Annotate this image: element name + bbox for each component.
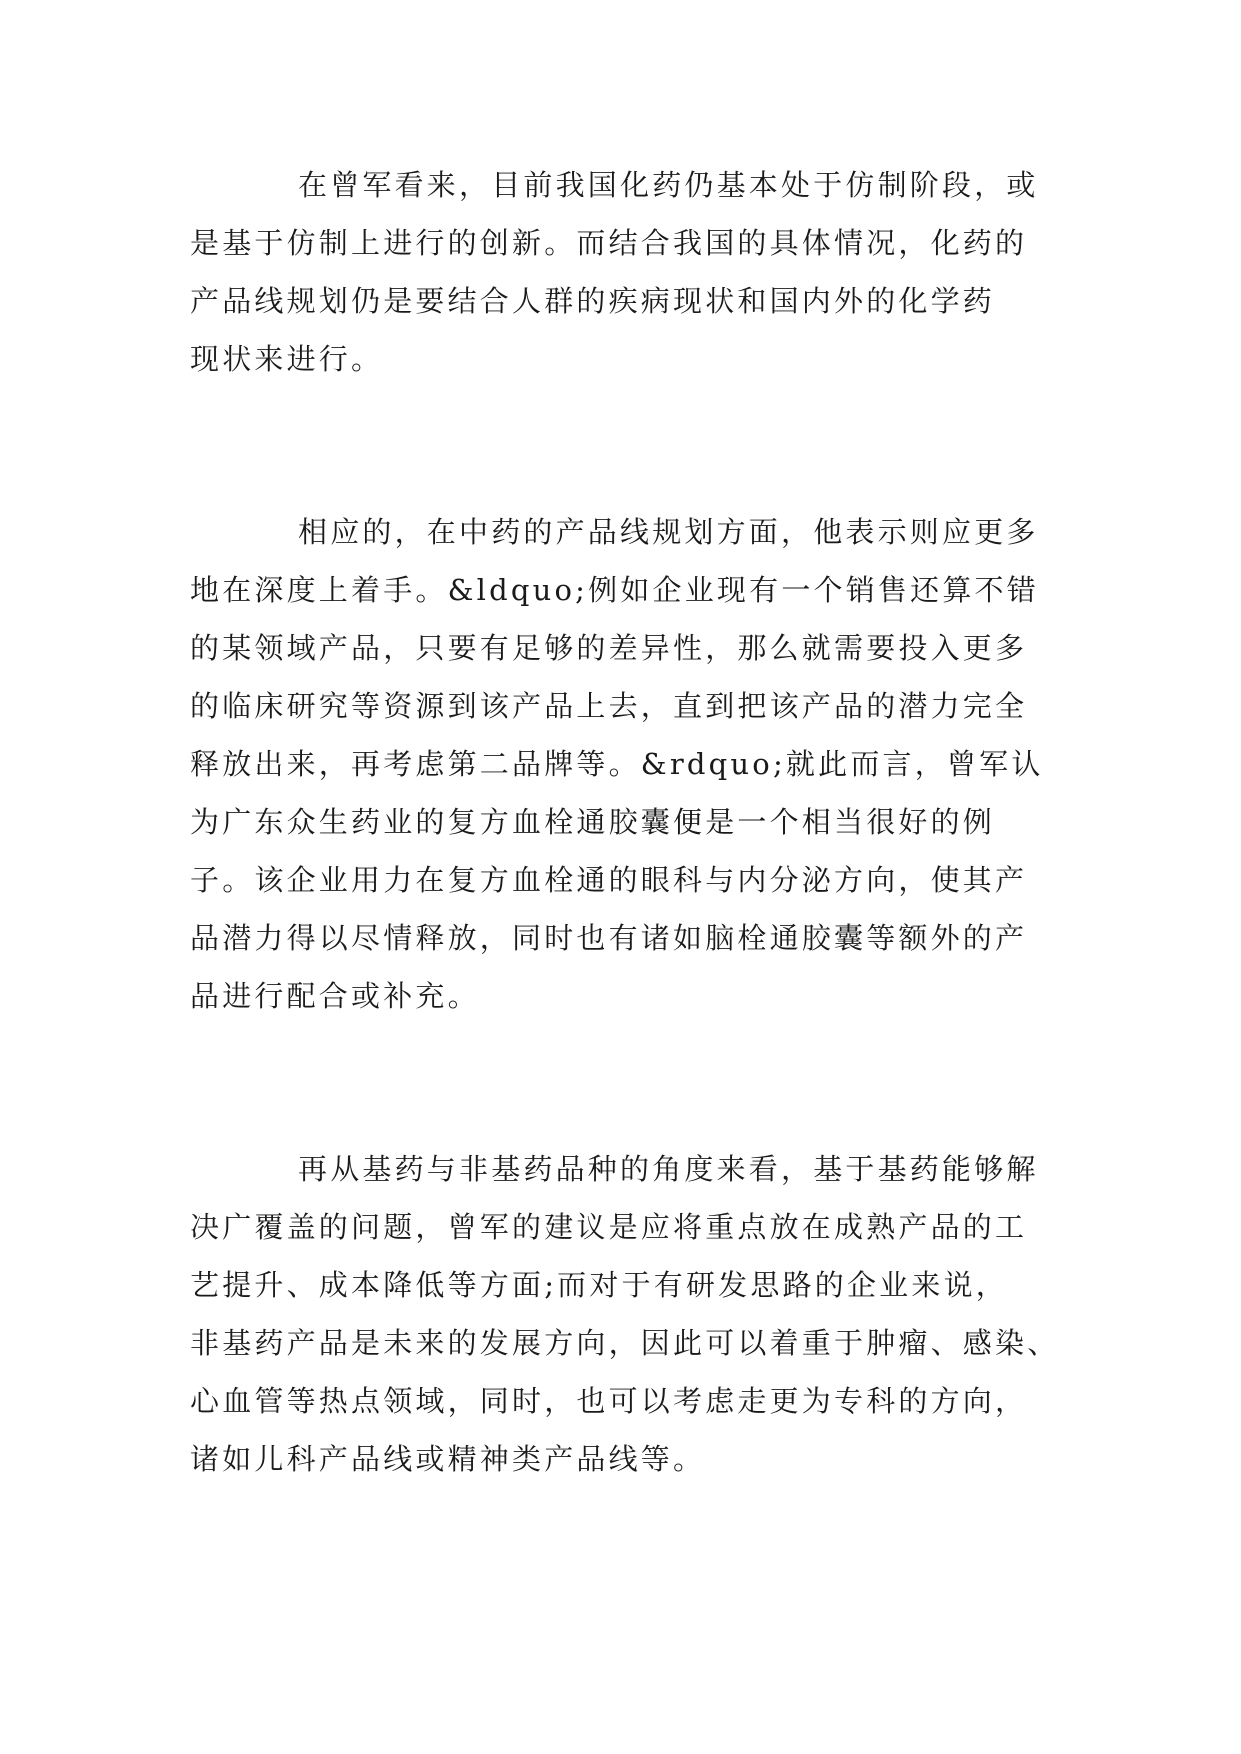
paragraph-2-line-4: 的临床研究等资源到该产品上去，直到把该产品的潜力完全: [190, 689, 1028, 723]
paragraph-1-line-1: 在曾军看来，目前我国化药仍基本处于仿制阶段，或: [298, 168, 1039, 202]
paragraph-3-line-2: 决广覆盖的问题，曾军的建议是应将重点放在成熟产品的工: [190, 1210, 1028, 1244]
paragraph-2-line-8: 品潜力得以尽情释放，同时也有诸如脑栓通胶囊等额外的产: [190, 921, 1028, 955]
paragraph-2-line-1: 相应的，在中药的产品线规划方面，他表示则应更多: [298, 515, 1039, 549]
paragraph-2-line-5: 释放出来，再考虑第二品牌等。&rdquo;就此而言，曾军认: [190, 747, 1044, 781]
paragraph-3-line-3: 艺提升、成本降低等方面;而对于有研发思路的企业来说，: [190, 1268, 1008, 1302]
paragraph-2-line-6: 为广东众生药业的复方血栓通胶囊便是一个相当很好的例: [190, 805, 996, 839]
paragraph-2-line-9: 品进行配合或补充。: [190, 979, 480, 1013]
paragraph-2-line-2: 地在深度上着手。&ldquo;例如企业现有一个销售还算不错: [190, 573, 1039, 607]
paragraph-2-line-3: 的某领域产品，只要有足够的差异性，那么就需要投入更多: [190, 631, 1028, 665]
paragraph-1-line-4: 现状来进行。: [190, 342, 384, 376]
paragraph-3-line-5: 心血管等热点领域，同时，也可以考虑走更为专科的方向，: [190, 1384, 1028, 1418]
paragraph-1-line-2: 是基于仿制上进行的创新。而结合我国的具体情况，化药的: [190, 226, 1028, 260]
paragraph-1-line-3: 产品线规划仍是要结合人群的疾病现状和国内外的化学药: [190, 284, 996, 318]
paragraph-3-line-1: 再从基药与非基药品种的角度来看，基于基药能够解: [298, 1152, 1039, 1186]
paragraph-3-line-6: 诸如儿科产品线或精神类产品线等。: [190, 1442, 706, 1476]
paragraph-2-line-7: 子。该企业用力在复方血栓通的眼科与内分泌方向，使其产: [190, 863, 1028, 897]
paragraph-3-line-4: 非基药产品是未来的发展方向，因此可以着重于肿瘤、感染、: [190, 1326, 1060, 1360]
